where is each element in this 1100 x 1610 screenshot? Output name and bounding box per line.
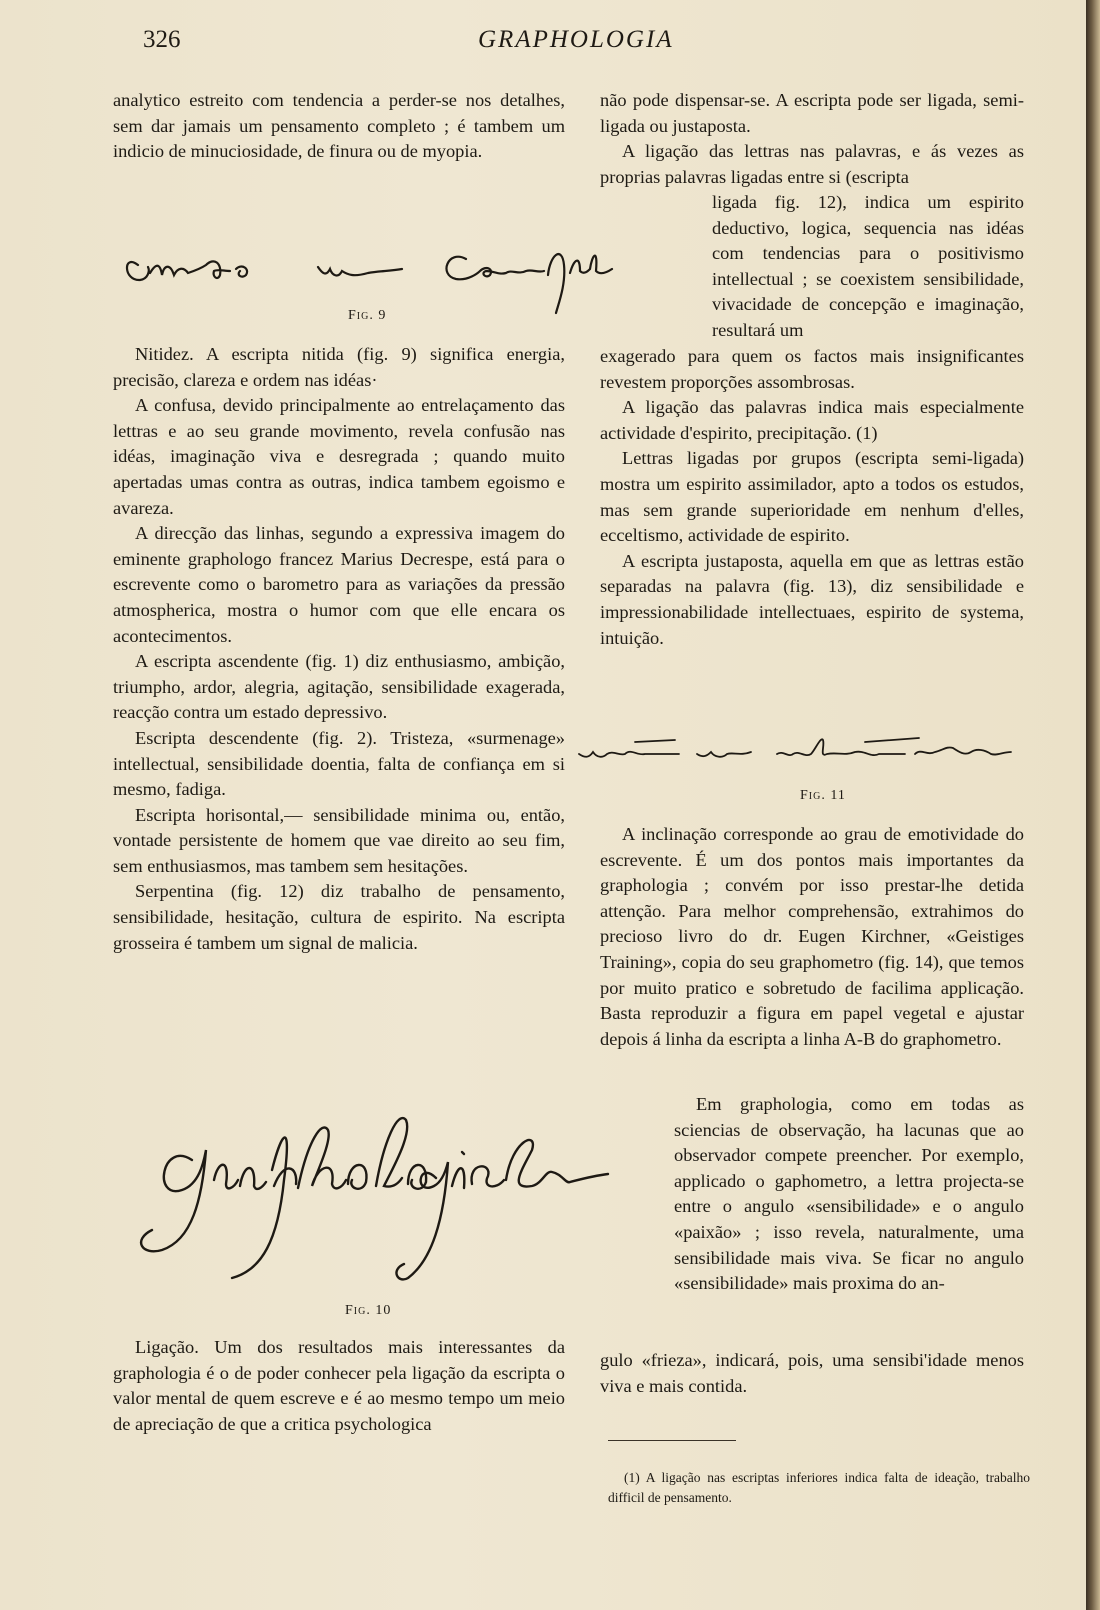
paragraph: A confusa, devido principalmente ao entrelaçamento das lettras e ao seu grande movimento, revela confusão nas idéas, imaginação viva e desregrada ; quando muito apertadas umas contra as outras, indica tambem egoismo e avareza. [113,395,565,518]
paragraph: analytico estreito com tendencia a perder-se nos detalhes, sem dar jamais um pensamento completo ; é tambem um indicio de minuciosidade, de finura ou de myopia. [113,90,565,162]
paragraph: gulo «frieza», indicará, pois, uma sensibi'idade menos viva e mais contida. [600,1350,1024,1396]
paragraph: A direcção das linhas, segundo a expressiva imagem do eminente graphologo francez Marius Decrespe, está para o escrevente como o barometro para as variações da pressão atmospherica, mostra o humor com que elle encara os acontecimentos. [113,523,565,646]
paragraph: Serpentina (fig. 12) diz trabalho de pensamento, sensibilidade, hesitação, cultura de espirito. Na escripta grosseira é tambem um signal de malicia. [113,881,565,953]
paragraph: Escripta horisontal,— sensibilidade minima ou, então, vontade persistente de homem que vae direito ao seu fim, sem enthusiasmos, mas tambem sem hesitações. [113,804,565,876]
footnote-rule [608,1440,736,1441]
figure-9-caption: Fig. 9 [348,308,387,323]
page-number: 326 [143,26,181,53]
paragraph: A ligação das palavras indica mais especialmente actividade d'espirito, precipitação. (1) [600,397,1024,443]
right-text-block-3 [600,822,1024,1052]
page-edge [1086,0,1100,1610]
figure-11-caption: Fig. 11 [800,788,846,803]
paragraph: A escripta ascendente (fig. 1) diz enthusiasmo, ambição, triumpho, ardor, alegria, agitação, sensibilidade exagerada, reacção contra um estado depressivo. [113,651,565,723]
right-text-block-1-narrow [712,190,1024,344]
paragraph: ligada fig. 12), indica um espirito deductivo, logica, sequencia nas idéas com tendencias para o positivismo intellectual ; se coexistem sensibilidade, vivacidade de concepção e imaginação, resultará um [712,192,1024,340]
left-text-block-2 [113,342,565,956]
paragraph: Lettras ligadas por grupos (escripta semi-ligada) mostra um espirito assimilador, apto a todos os estudos, mas sem grande superioridade em nenhum d'elles, ecceltismo, actividade de espirito. [600,448,1024,546]
footnote-text: (1) A ligação nas escriptas inferiores indica falta de ideação, trabalho difficil de pensamento. [608,1470,1030,1505]
paragraph: exagerado para quem os factos mais insignificantes revestem proporções assombrosas. [600,346,1024,392]
left-text-block-3 [113,1335,565,1437]
right-text-block-4 [674,1092,1024,1297]
paragraph: A inclinação corresponde ao grau de emotividade do escrevente. É um dos pontos mais importantes da graphologia ; convém por isso prestar-lhe detida attenção. Para melhor comprehensão, extrahimos do precioso livro do dr. Eugen Kirchner, «Geistiges Training», copia do seu graphometro (fig. 14), que temos por muito pratico e sobretudo de facilima applicação. Basta reproduzir a figura em papel vegetal e ajustar depois á linha da escripta a linha A-B do graphometro. [600,824,1024,1049]
right-text-block-1 [600,88,1024,190]
running-title: GRAPHOLOGIA [478,26,674,53]
paragraph: A ligação das lettras nas palavras, e ás vezes as proprias palavras ligadas entre si (escripta [600,141,1024,187]
paragraph: não pode dispensar-se. A escripta pode ser ligada, semi-ligada ou justaposta. [600,90,1024,136]
paragraph: Em graphologia, como em todas as sciencias de observação, ha lacunas que ao observador compete preencher. Por exemplo, applicado o gaphometro, a lettra projecta-se entre o angulo «sensibilidade» e o angulo «paixão» ; isso revela, naturalmente, uma sensibilidade mais viva. Se ficar no angulo «sensibilidade» mais proxima do an- [674,1094,1024,1294]
paragraph: Ligação. Um dos resultados mais interessantes da graphologia é o de poder conhecer pela ligação da escripta o valor mental de quem escreve e é ao mesmo tempo um meio de apreciação de que a critica psychologica [113,1337,565,1434]
footnote [608,1468,1030,1508]
paragraph: Escripta descendente (fig. 2). Tristeza, «surmenage» intellectual, sensibilidade doentia, falta de confiança em si mesmo, fadiga. [113,727,565,800]
left-text-block-1 [113,88,565,165]
right-text-block-5 [600,1348,1024,1399]
paragraph: Nitidez. A escripta nitida (fig. 9) significa energia, precisão, clareza e ordem nas idéas· [113,344,565,390]
right-text-block-2 [600,344,1024,651]
figure-10-caption: Fig. 10 [345,1303,392,1318]
paragraph: A escripta justaposta, aquella em que as lettras estão separadas na palavra (fig. 13), diz sensibilidade e impressionabilidade intellectuaes, espirito de systema, intuição. [600,550,1024,648]
